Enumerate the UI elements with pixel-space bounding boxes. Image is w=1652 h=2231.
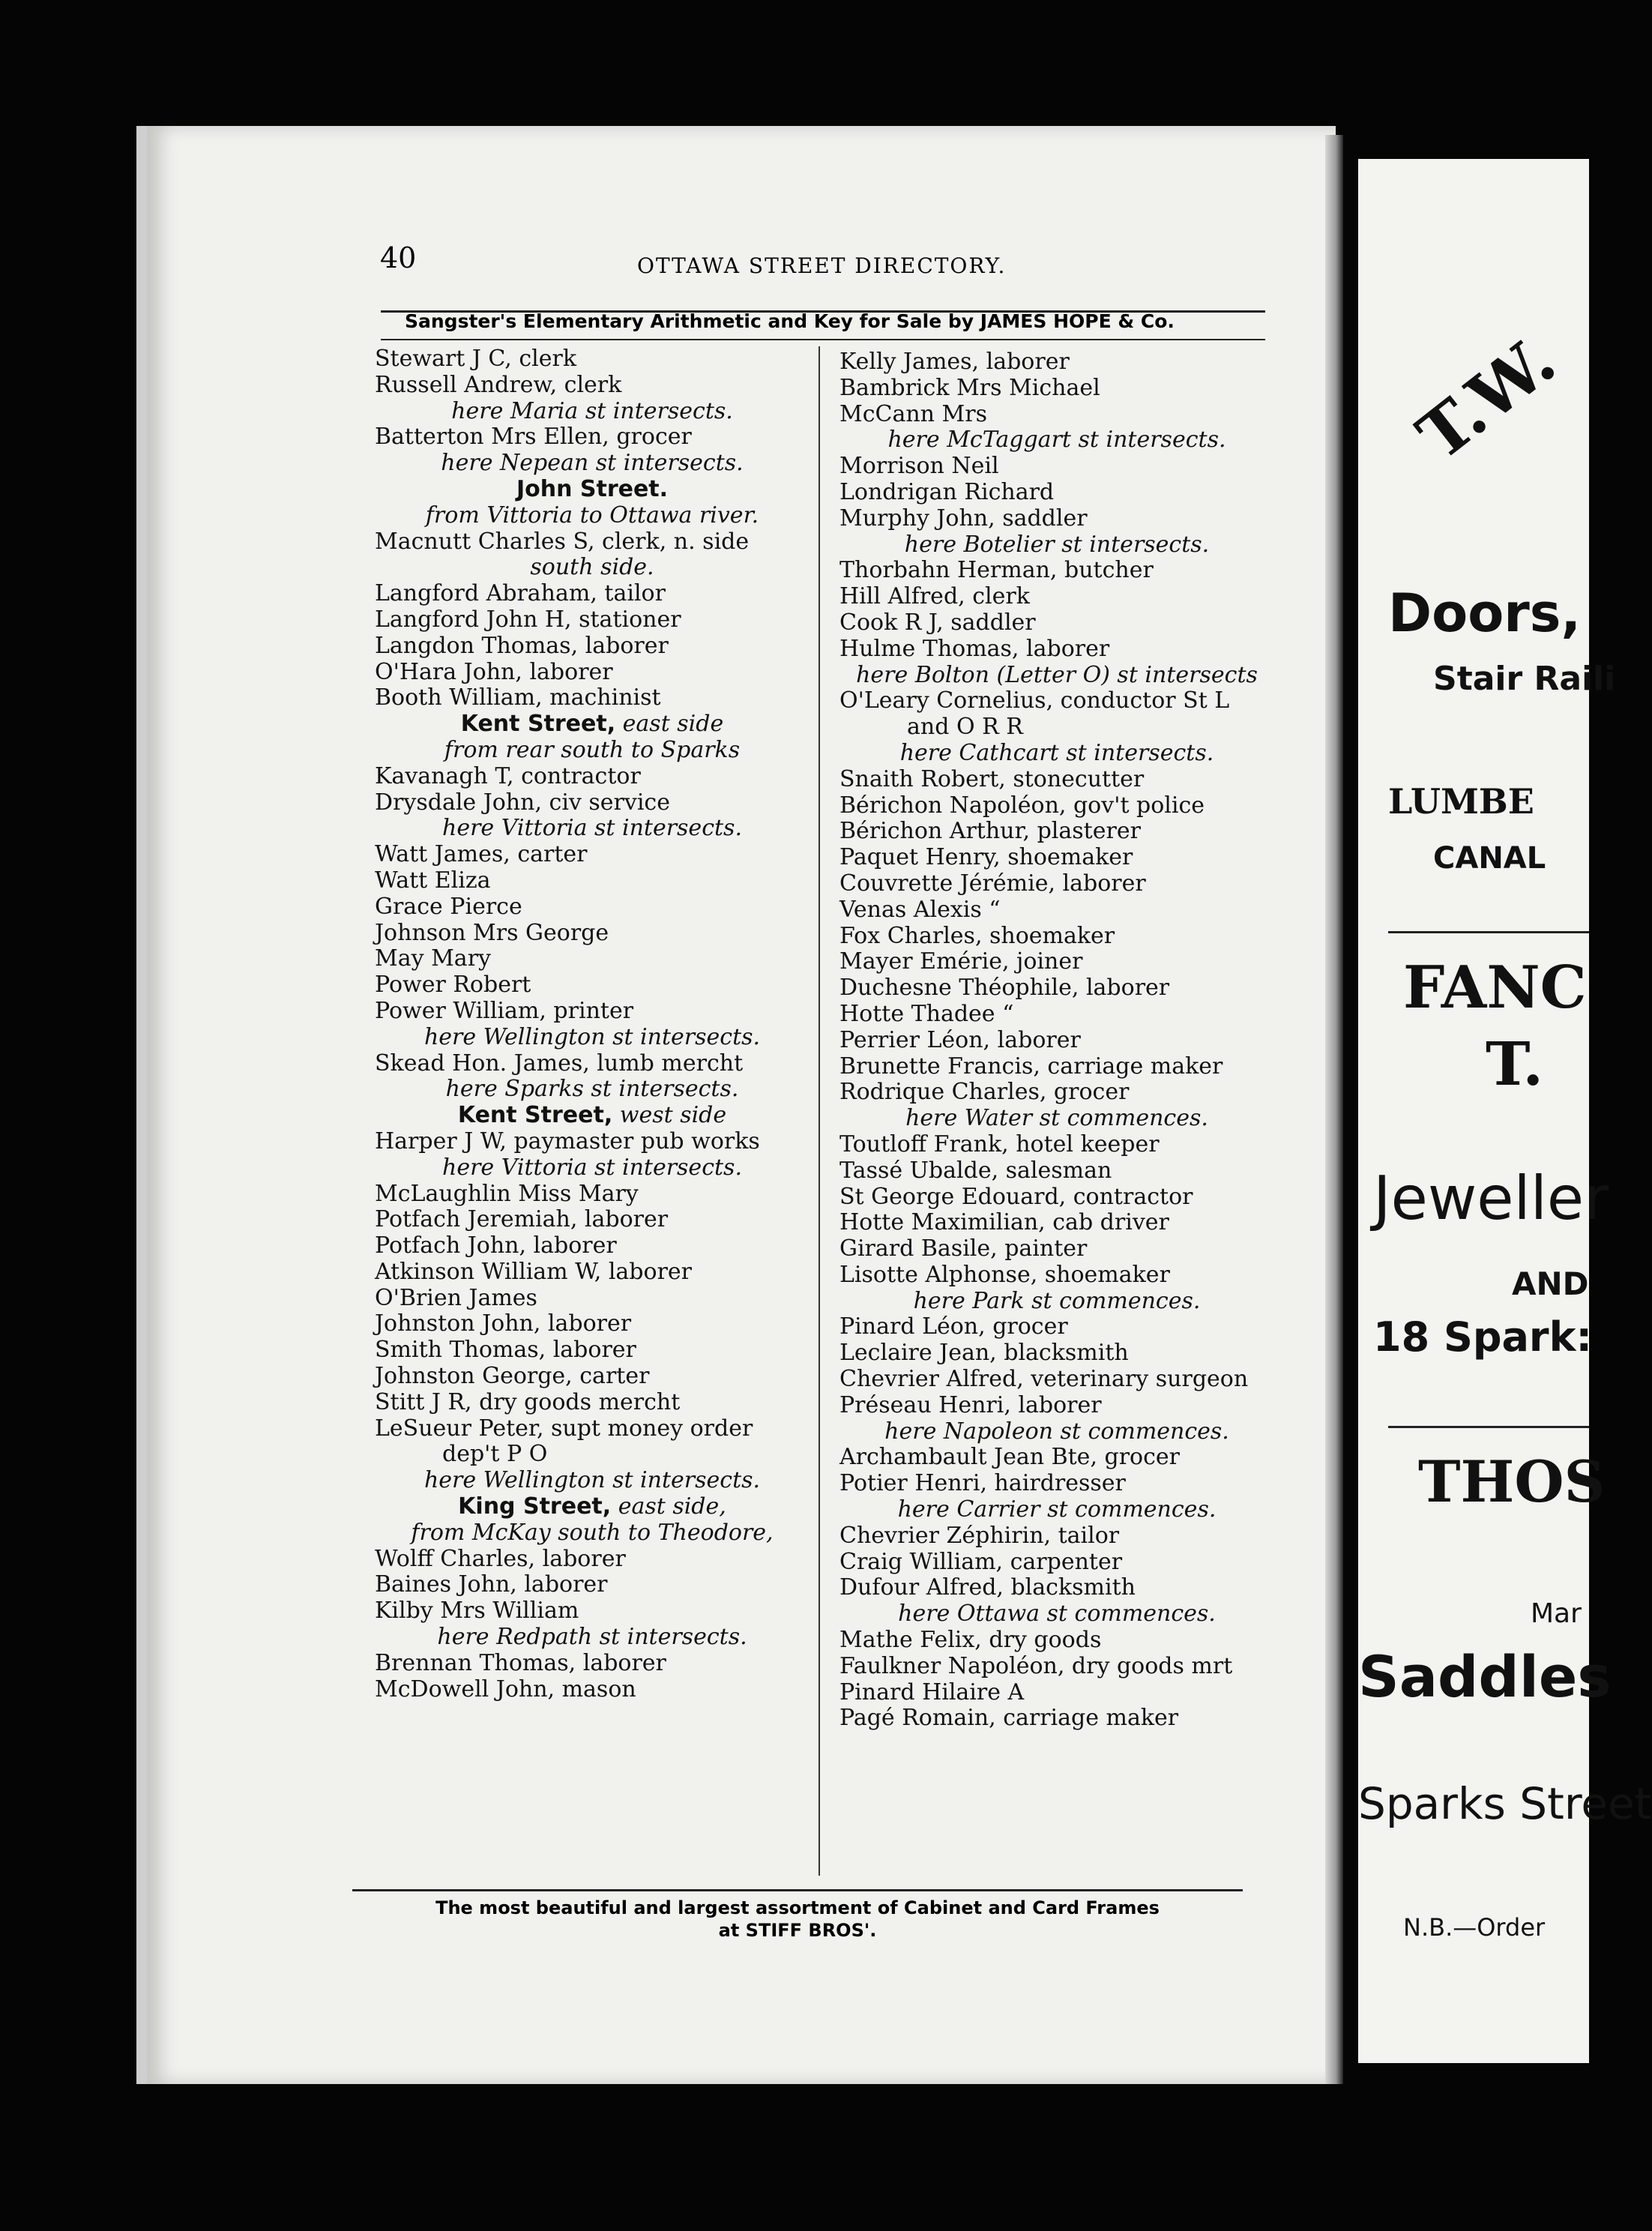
ad-tw: T.W. bbox=[1403, 321, 1570, 475]
ad-canal: CANAL bbox=[1433, 841, 1546, 876]
ad-thos: THOS bbox=[1418, 1448, 1606, 1515]
street-note: here Redpath st intersects. bbox=[437, 1624, 747, 1651]
directory-entry: Lisotte Alphonse, shoemaker bbox=[839, 1261, 1170, 1288]
directory-entry: Bambrick Mrs Michael bbox=[839, 374, 1100, 401]
directory-entry: Power William, printer bbox=[375, 997, 634, 1024]
directory-entry: Rodrique Charles, grocer bbox=[839, 1079, 1130, 1106]
directory-entry: Pinard Léon, grocer bbox=[839, 1313, 1068, 1340]
directory-column-left bbox=[375, 346, 810, 1702]
directory-entry: Pagé Romain, carriage maker bbox=[839, 1705, 1179, 1732]
ad-nb: N.B.—Order bbox=[1403, 1913, 1546, 1942]
directory-entry: Girard Basile, painter bbox=[839, 1235, 1088, 1262]
street-note: here Cathcart st intersects. bbox=[899, 739, 1214, 766]
directory-entry: Perrier Léon, laborer bbox=[839, 1026, 1081, 1053]
directory-entry: Hotte Thadee “ bbox=[839, 1000, 1014, 1027]
directory-entry: May Mary bbox=[375, 945, 491, 972]
directory-entry: Couvrette Jérémie, laborer bbox=[839, 870, 1146, 897]
directory-entry: Langford Abraham, tailor bbox=[375, 580, 666, 607]
street-note: from McKay south to Theodore, bbox=[411, 1519, 774, 1546]
directory-entry: O'Hara John, laborer bbox=[375, 658, 613, 685]
page-number: 40 bbox=[380, 241, 417, 274]
directory-entry: Pinard Hilaire A bbox=[839, 1678, 1025, 1705]
directory-entry: Kilby Mrs William bbox=[375, 1598, 579, 1625]
directory-entry: Langford John H, stationer bbox=[375, 606, 681, 633]
entry-continuation: and O R R bbox=[907, 714, 1023, 741]
street-note: here Sparks st intersects. bbox=[445, 1076, 739, 1103]
directory-entry: Johnston George, carter bbox=[375, 1363, 650, 1390]
street-note: here Water st commences. bbox=[905, 1105, 1208, 1132]
street-heading bbox=[375, 1494, 810, 1520]
facing-advert-page bbox=[1358, 159, 1652, 2063]
street-note: south side. bbox=[530, 554, 654, 581]
advert-footer-line1: The most beautiful and largest assortment of Cabinet and Card Frames bbox=[435, 1897, 1160, 1918]
directory-entry: Grace Pierce bbox=[375, 893, 522, 920]
ad-stair: Stair Raili bbox=[1433, 660, 1616, 698]
directory-entry: Paquet Henry, shoemaker bbox=[839, 844, 1133, 871]
directory-entry: Leclaire Jean, blacksmith bbox=[839, 1340, 1129, 1367]
street-note: here Nepean st intersects. bbox=[441, 450, 744, 477]
directory-entry: Faulkner Napoléon, dry goods mrt bbox=[839, 1652, 1233, 1679]
directory-entry: St George Edouard, contractor bbox=[839, 1183, 1193, 1210]
directory-entry: Craig William, carpenter bbox=[839, 1548, 1123, 1575]
entry-continuation: dep't P O bbox=[442, 1441, 548, 1468]
directory-entry: McLaughlin Miss Mary bbox=[375, 1180, 639, 1207]
directory-entry: Kelly James, laborer bbox=[839, 349, 1070, 375]
advert-banner-bottom bbox=[352, 1897, 1243, 1942]
street-note: here Vittoria st intersects. bbox=[442, 815, 742, 842]
street-note: here Botelier st intersects. bbox=[904, 531, 1210, 558]
street-name: Kent Street, bbox=[460, 711, 616, 738]
directory-entry: Archambault Jean Bte, grocer bbox=[839, 1444, 1181, 1471]
directory-entry: Hill Alfred, clerk bbox=[839, 583, 1030, 610]
directory-entry: Baines John, laborer bbox=[375, 1571, 608, 1598]
directory-entry: O'Leary Cornelius, conductor St L bbox=[839, 687, 1230, 714]
directory-entry: Fox Charles, shoemaker bbox=[839, 922, 1115, 949]
ad-and: AND bbox=[1512, 1265, 1589, 1302]
directory-entry: Drysdale John, civ service bbox=[375, 789, 670, 816]
directory-entry: Booth William, machinist bbox=[375, 684, 661, 711]
directory-entry: Cook R J, saddler bbox=[839, 609, 1036, 636]
directory-entry: Potier Henri, hairdresser bbox=[839, 1470, 1126, 1497]
directory-entry: Stewart J C, clerk bbox=[375, 346, 577, 372]
directory-entry: Potfach Jeremiah, laborer bbox=[375, 1206, 669, 1233]
directory-entry: Londrigan Richard bbox=[839, 478, 1055, 505]
ad-lumber: LUMBE bbox=[1388, 781, 1534, 822]
ad-sparks-st: Sparks Street bbox=[1358, 1778, 1652, 1829]
directory-entry: Chevrier Zéphirin, tailor bbox=[839, 1522, 1120, 1549]
street-note: here Vittoria st intersects. bbox=[442, 1154, 742, 1181]
directory-entry: Kavanagh T, contractor bbox=[375, 762, 641, 789]
street-note: from Vittoria to Ottawa river. bbox=[425, 502, 759, 529]
directory-entry: Snaith Robert, stonecutter bbox=[839, 765, 1145, 792]
directory-entry: Thorbahn Herman, butcher bbox=[839, 557, 1154, 584]
street-note: here Carrier st commences. bbox=[897, 1496, 1217, 1523]
street-name: King Street, bbox=[458, 1493, 612, 1520]
directory-entry: LeSueur Peter, supt money order bbox=[375, 1415, 753, 1442]
ad-jeweller: Jeweller bbox=[1373, 1163, 1609, 1233]
directory-entry: Watt James, carter bbox=[375, 841, 588, 868]
ad-divider bbox=[1388, 931, 1589, 933]
directory-entry: Bérichon Napoléon, gov't police bbox=[839, 792, 1205, 819]
advert-banner-top: Sangster's Elementary Arithmetic and Key for Sale by JAMES HOPE & Co. bbox=[405, 310, 1175, 332]
directory-entry: O'Brien James bbox=[375, 1284, 537, 1311]
page-edge bbox=[1325, 135, 1343, 2084]
directory-entry: Johnson Mrs George bbox=[375, 919, 609, 946]
directory-entry: Atkinson William W, laborer bbox=[375, 1258, 693, 1285]
directory-entry: Skead Hon. James, lumb mercht bbox=[375, 1050, 744, 1077]
advert-footer-line2: at STIFF BROS'. bbox=[718, 1920, 877, 1941]
directory-entry: Stitt J R, dry goods mercht bbox=[375, 1388, 681, 1415]
directory-entry: Brunette Francis, carriage maker bbox=[839, 1053, 1223, 1080]
ad-fanc: FANC bbox=[1403, 954, 1587, 1022]
directory-entry: Hulme Thomas, laborer bbox=[839, 635, 1110, 662]
ad-saddles: Saddles bbox=[1358, 1643, 1612, 1710]
street-side: east side bbox=[615, 711, 724, 738]
page-title: OTTAWA STREET DIRECTORY. bbox=[637, 253, 1007, 278]
directory-entry: Batterton Mrs Ellen, grocer bbox=[375, 424, 692, 451]
directory-entry: Watt Eliza bbox=[375, 867, 491, 894]
street-side: east side, bbox=[611, 1493, 726, 1520]
directory-entry: Smith Thomas, laborer bbox=[375, 1337, 636, 1364]
directory-entry: Johnston John, laborer bbox=[375, 1310, 632, 1337]
directory-entry: Dufour Alfred, blacksmith bbox=[839, 1574, 1136, 1601]
street-side: west side bbox=[612, 1102, 727, 1129]
ad-doors: Doors, bbox=[1388, 582, 1582, 644]
directory-entry: Bérichon Arthur, plasterer bbox=[839, 818, 1141, 845]
ad-t: T. bbox=[1486, 1029, 1544, 1099]
directory-entry: Mayer Emérie, joiner bbox=[839, 948, 1083, 975]
footer-rule bbox=[352, 1889, 1243, 1891]
directory-entry: McDowell John, mason bbox=[375, 1675, 636, 1702]
street-note: here Napoleon st commences. bbox=[884, 1418, 1229, 1445]
ad-divider bbox=[1388, 1426, 1589, 1428]
directory-column-right bbox=[839, 349, 1274, 1732]
directory-entry: Duchesne Théophile, laborer bbox=[839, 975, 1170, 1002]
street-note: here Bolton (Letter O) st intersects bbox=[856, 661, 1258, 688]
street-note: here McTaggart st intersects. bbox=[887, 427, 1226, 454]
street-name: John Street. bbox=[516, 475, 669, 502]
column-divider bbox=[819, 346, 820, 1876]
directory-entry: Potfach John, laborer bbox=[375, 1232, 617, 1259]
directory-entry: Murphy John, saddler bbox=[839, 505, 1088, 532]
directory-entry: Power Robert bbox=[375, 972, 531, 999]
street-note: here Wellington st intersects. bbox=[423, 1023, 761, 1050]
directory-entry: Wolff Charles, laborer bbox=[375, 1545, 626, 1572]
directory-entry: Tassé Ubalde, salesman bbox=[839, 1157, 1112, 1184]
directory-entry: Venas Alexis “ bbox=[839, 896, 1001, 923]
directory-entry: Préseau Henri, laborer bbox=[839, 1391, 1102, 1418]
directory-entry: Morrison Neil bbox=[839, 453, 999, 480]
directory-entry: Russell Andrew, clerk bbox=[375, 371, 622, 398]
banner-rule bbox=[381, 339, 1265, 340]
directory-entry: Mathe Felix, dry goods bbox=[839, 1627, 1102, 1654]
street-note: from rear south to Sparks bbox=[444, 736, 741, 763]
directory-entry: Macnutt Charles S, clerk, n. side bbox=[375, 528, 750, 555]
directory-entry: Langdon Thomas, laborer bbox=[375, 632, 669, 659]
directory-entry: McCann Mrs bbox=[839, 400, 987, 427]
directory-entry: Brennan Thomas, laborer bbox=[375, 1649, 666, 1676]
directory-entry: Hotte Maximilian, cab driver bbox=[839, 1209, 1169, 1236]
directory-entry: Harper J W, paymaster pub works bbox=[375, 1127, 760, 1154]
street-note: here Maria st intersects. bbox=[451, 397, 733, 424]
street-note: here Wellington st intersects. bbox=[423, 1467, 761, 1494]
street-note: here Park st commences. bbox=[913, 1287, 1201, 1314]
ad-sparks: 18 Spark: bbox=[1373, 1313, 1593, 1361]
street-heading bbox=[375, 477, 810, 503]
street-heading bbox=[375, 711, 810, 738]
street-heading bbox=[375, 1103, 810, 1129]
street-name: Kent Street, bbox=[457, 1102, 613, 1129]
directory-entry: Toutloff Frank, hotel keeper bbox=[839, 1130, 1160, 1157]
directory-entry: Chevrier Alfred, veterinary surgeon bbox=[839, 1366, 1249, 1393]
street-note: here Ottawa st commences. bbox=[898, 1601, 1216, 1628]
ad-mar: Mar bbox=[1531, 1598, 1582, 1629]
